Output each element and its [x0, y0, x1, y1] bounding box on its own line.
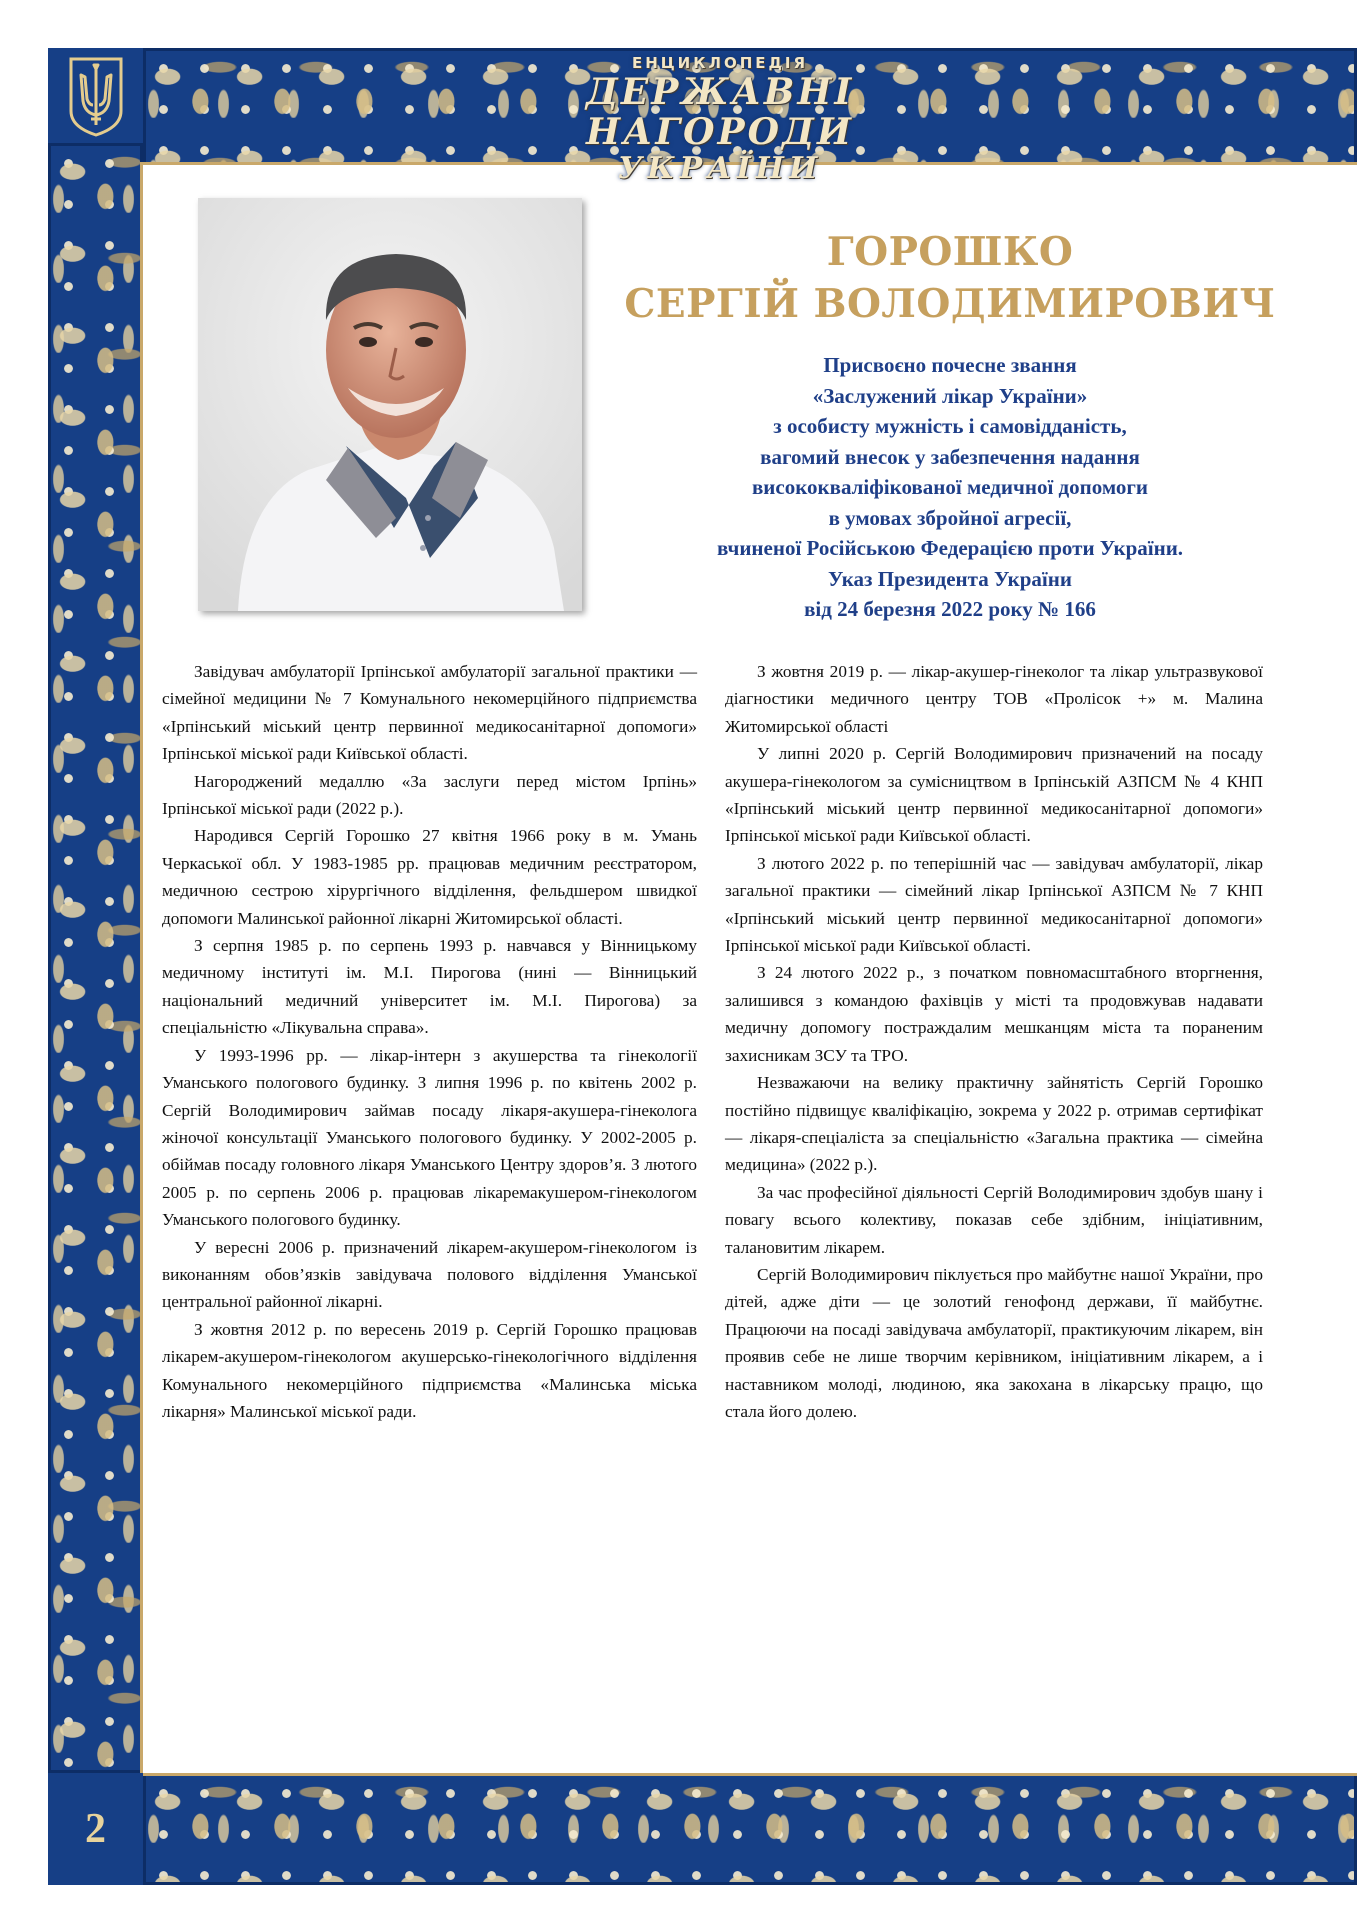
ukraine-trident-icon [65, 55, 127, 137]
award-line: від 24 березня 2022 року № 166 [804, 597, 1096, 621]
gold-rule-left [140, 162, 143, 1776]
biography-paragraph: З серпня 1985 р. по серпень 1993 р. навчався у Вінницькому медичному інституті ім. М.І. Пирогова (нині — Вінницький національний медичний університет ім. М.І. Пирогова) за спеціальністю «Лікувальна справа». [162, 936, 697, 1038]
biography-paragraph: З лютого 2022 р. по теперішній час — завідувач амбулаторії, лікар загальної практики — сімейний лікар Ірпінської АЗПСМ № 7 КНП «Ірпінський міський центр первинної медикосанітарної допомоги» Ірпінської міської ради Київської області. [725, 853, 1263, 956]
banner-line-1: ЕНЦИКЛОПЕДІЯ [631, 54, 809, 72]
banner-line-3: УКРАЇНИ [617, 151, 823, 186]
award-line: вагомий внесок у забезпечення надання [760, 444, 1140, 469]
award-statement [620, 350, 1280, 625]
award-line: з особисту мужність і самовідданість, [773, 414, 1127, 438]
award-line: вчиненої Російською Федерацією проти України. [716, 536, 1184, 560]
award-line: в умовах збройної агресії, [828, 505, 1072, 530]
page-number: 2 [85, 1806, 106, 1852]
ornamental-left-border [48, 143, 143, 1773]
biography-paragraph: Сергій Володимирович піклується про майбутнє нашої України, про дітей, адже діти — це золотий генофонд держави, її майбутнє. Працюючи на посаді завідувача амбулаторії, практикуючим лікарем, він проявив себе не лише творчим керівником, ініціативним лікарем, а і наставником молоді, людиною, яка закохана в лікарську працю, що стала його долею. [725, 1264, 1263, 1421]
ornamental-bottom-border [143, 1773, 1357, 1885]
biography-paragraph: У липні 2020 р. Сергій Володимирович призначений на посаду акушера-гінекологом за сумісництвом в Ірпінській АЗПСМ № 4 КНП «Ірпінський міський центр первинної медикосанітарної допомоги» Ірпінської міської ради Київської області. [725, 744, 1263, 846]
coat-of-arms-box [48, 48, 143, 143]
biography-right-column [725, 658, 1263, 1425]
award-line: «Заслужений лікар України» [812, 383, 1088, 408]
biography-paragraph: Народився Сергій Горошко 27 квітня 1966 року в м. Умань Черкаської обл. У 1983-1985 рр. працював медичним реєстратором, медичною сестрою хірургічного відділення, фельдшером швидкої допомоги Малинської районної лікарні Житомирської області. [162, 826, 697, 928]
biography-paragraph: Завідувач амбулаторії Ірпінської амбулаторії загальної практики — сімейної медицини № 7 Комунального некомерційного підприємства «Ірпінський міський центр первинної медикосанітарної допомоги» Ірпінської міської ради Київської області. [162, 662, 697, 764]
biography-paragraph: Незважаючи на велику практичну зайнятість Сергій Горошко постійно підвищує кваліфікацію, зокрема у 2022 р. отримав сертифікат — лікаря-спеціаліста за спеціальністю «Загальна практика — сімейна медицина» (2022 р.). [725, 1073, 1263, 1175]
portrait-photo [198, 198, 582, 611]
person-surname: ГОРОШКО [826, 229, 1074, 275]
biography-paragraph: З жовтня 2019 р. — лікар-акушер-гінеколог та лікар ультразвукової діагностики медичного центру ТОВ «Пролісок +» м. Малина Житомирської області [725, 662, 1263, 736]
encyclopedia-banner [495, 50, 945, 186]
person-name [620, 226, 1280, 330]
biography-paragraph: Нагороджений медаллю «За заслуги перед містом Ірпінь» Ірпінської міської ради (2022 р.). [162, 771, 697, 819]
banner-line-2: ДЕРЖАВНІ НАГОРОДИ [585, 71, 855, 153]
biography-left-column [162, 658, 697, 1425]
biography-paragraph: З 24 лютого 2022 р., з початком повномасштабного вторгнення, залишився з командою фахівців у місті та продовжував надавати медичну допомогу постраждалим мешканцям міста та пораненим захисникам ЗСУ та ТРО. [725, 963, 1263, 1065]
biography-paragraph: За час професійної діяльності Сергій Володимирович здобув шану і повагу всього колективу, показав себе здібним, ініціативним, талановитим лікарем. [725, 1182, 1263, 1257]
award-line: Указ Президента України [828, 566, 1072, 591]
gold-rule-bottom [143, 1773, 1357, 1776]
award-line: Присвоєно почесне звання [823, 353, 1077, 377]
biography-paragraph: У 1993-1996 рр. — лікар-інтерн з акушерства та гінекології Уманського пологового будинку. З липня 1996 р. по квітень 2002 р. Сергій Володимирович займав посаду лікаря-акушера-гінеколога жіночої консультації Уманського пологового будинку. У 2002-2005 р. обіймав посаду головного лікаря Уманського Центру здоров’я. З лютого 2005 р. по серпень 2006 р. працював лікаремакушером-гінекологом Уманського пологового будинку. [162, 1045, 697, 1230]
award-line: висококваліфікованої медичної допомоги [751, 475, 1149, 499]
biography-paragraph: З жовтня 2012 р. по вересень 2019 р. Сергій Горошко працював лікарем-акушером-гінекологом акушерсько-гінекологічного відділення Комунального некомерційного підприємства «Малинська міська лікарня» Малинської міської ради. [162, 1319, 697, 1421]
page-number-box [48, 1773, 143, 1885]
biography-paragraph: У вересні 2006 р. призначений лікарем-акушером-гінекологом із виконанням обов’язків завідувача полового відділення Уманської центральної районної лікарні. [162, 1237, 697, 1312]
person-given-names: СЕРГІЙ ВОЛОДИМИРОВИЧ [624, 281, 1276, 327]
